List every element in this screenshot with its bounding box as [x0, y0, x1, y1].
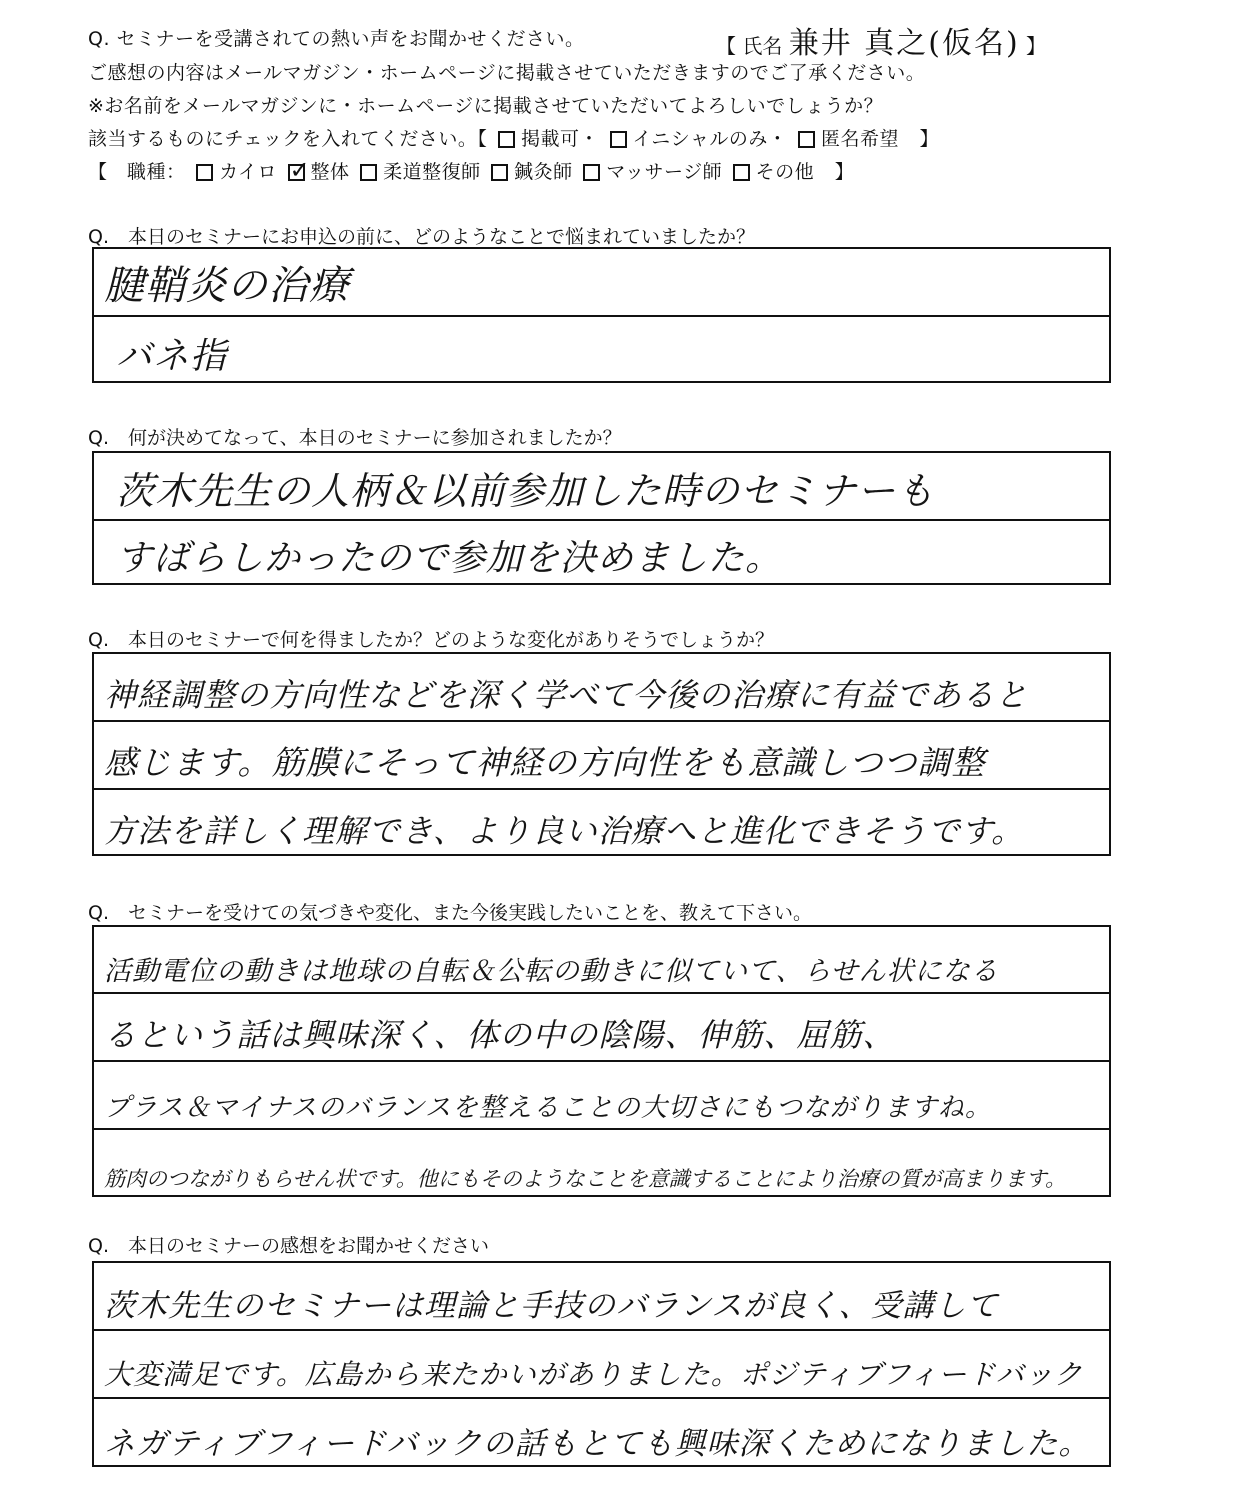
answer-text: 筋肉のつながりもらせん状です。他にもそのようなことを意識することにより治療の質が高まります。: [104, 1167, 1067, 1191]
name-close: 】: [1026, 34, 1047, 58]
answer-line: [94, 994, 1109, 1062]
answer-line: [94, 317, 1109, 383]
name-value: 兼井 真之(仮名): [788, 26, 1020, 61]
answer-text: 神経調整の方向性などを深く学べて今後の治療に有益であると: [104, 676, 1029, 714]
job-checkbox-seitai[interactable]: [288, 164, 305, 181]
answer-text: 方法を詳しく理解でき、より良い治療へと進化できそうです。: [104, 812, 1025, 850]
permission-question: ※お名前をメールマガジンに・ホームページに掲載させていただいてよろしいでしょうか？: [88, 95, 884, 117]
consent-option-anonymous: 匿名希望: [820, 128, 899, 150]
answer-text: るという話は興味深く、体の中の陰陽、伸筋、屈筋、: [104, 1016, 896, 1054]
job-option-acupuncture: 鍼灸師: [514, 161, 573, 183]
answer-text: すばらしかったので参加を決めました。: [116, 538, 783, 579]
consent-option-initials: イニシャルのみ・: [632, 128, 788, 150]
answer-text: プラス＆マイナスのバランスを整えることの大切さにもつながりますね。: [104, 1093, 992, 1123]
answer-box-1: [92, 247, 1111, 383]
answer-line: [94, 521, 1109, 585]
answer-line: [94, 453, 1109, 521]
job-checkbox-judo[interactable]: [360, 164, 377, 181]
answer-box-4: [92, 925, 1111, 1197]
answer-box-5: [92, 1261, 1111, 1467]
job-option-massage: マッサージ師: [606, 161, 723, 183]
consent-prefix: 該当するものにチェックを入れてください。【: [88, 128, 488, 150]
job-option-chiro: カイロ: [219, 161, 277, 183]
answer-box-3: [92, 652, 1111, 856]
consent-suffix: 】: [919, 128, 940, 150]
job-prefix: 【 職種：: [88, 161, 186, 183]
question-4: Q. セミナーを受けての気づきや変化、また今後実践したいことを、教えて下さい。: [88, 902, 812, 924]
consent-checkbox-anonymous[interactable]: [798, 131, 815, 148]
answer-line: [94, 927, 1109, 994]
job-checkbox-chiro[interactable]: [196, 164, 213, 181]
job-option-judo: 柔道整復師: [383, 161, 481, 183]
answer-text: バネ指: [116, 336, 228, 377]
name-label: 【 氏名: [716, 34, 783, 58]
question-2: Q. 何が決めてなって、本日のセミナーに参加されましたか？: [88, 427, 622, 449]
job-row: [88, 157, 854, 184]
answer-box-2: [92, 451, 1111, 585]
consent-checkbox-initials[interactable]: [610, 131, 627, 148]
answer-text: 茨木先生の人柄＆以前参加した時のセミナーも: [116, 469, 936, 513]
answer-line: [94, 1130, 1109, 1197]
consent-row: [88, 124, 939, 151]
job-checkbox-other[interactable]: [733, 164, 750, 181]
answer-line: [94, 1263, 1109, 1331]
intro-question: Q. セミナーを受講されての熱い声をお聞かせください。: [88, 28, 585, 50]
answer-line: [94, 654, 1109, 722]
name-field: [716, 18, 1046, 62]
job-option-other: その他: [755, 161, 815, 183]
answer-text: 腱鞘炎の治療: [104, 263, 350, 309]
question-3: Q. 本日のセミナーで何を得ましたか？どのような変化がありそうでしょうか？: [88, 629, 774, 651]
answer-line: [94, 790, 1109, 856]
consent-option-publish: 掲載可・: [520, 128, 599, 150]
job-checkbox-massage[interactable]: [583, 164, 600, 181]
answer-line: [94, 722, 1109, 790]
answer-text: 活動電位の動きは地球の自転＆公転の動きに似ていて、らせん状になる: [104, 956, 999, 987]
answer-line: [94, 249, 1109, 317]
job-option-seitai: 整体: [310, 161, 350, 183]
answer-line: [94, 1062, 1109, 1130]
answer-line: [94, 1399, 1109, 1467]
answer-text: ネガティブフィードバックの話もとても興味深くためになりました。: [104, 1426, 1091, 1462]
consent-checkbox-publish[interactable]: [498, 131, 515, 148]
question-1: Q. 本日のセミナーにお申込の前に、どのようなことで悩まれていましたか？: [88, 226, 755, 248]
answer-text: 感じます。筋膜にそって神経の方向性をも意識しつつ調整: [104, 743, 986, 782]
job-checkbox-acupuncture[interactable]: [491, 164, 508, 181]
answer-line: [94, 1331, 1109, 1399]
job-suffix: 】: [834, 161, 855, 183]
notice-line: ご感想の内容はメールマガジン・ホームページに掲載させていただきますのでご了承ください。: [88, 62, 926, 84]
answer-text: 大変満足です。広島から来たかいがありました。ポジティブフィードバック: [104, 1358, 1083, 1391]
answer-text: 茨木先生のセミナーは理論と手技のバランスが良く、受講して: [104, 1288, 999, 1324]
question-5: Q. 本日のセミナーの感想をお聞かせください: [88, 1235, 489, 1257]
